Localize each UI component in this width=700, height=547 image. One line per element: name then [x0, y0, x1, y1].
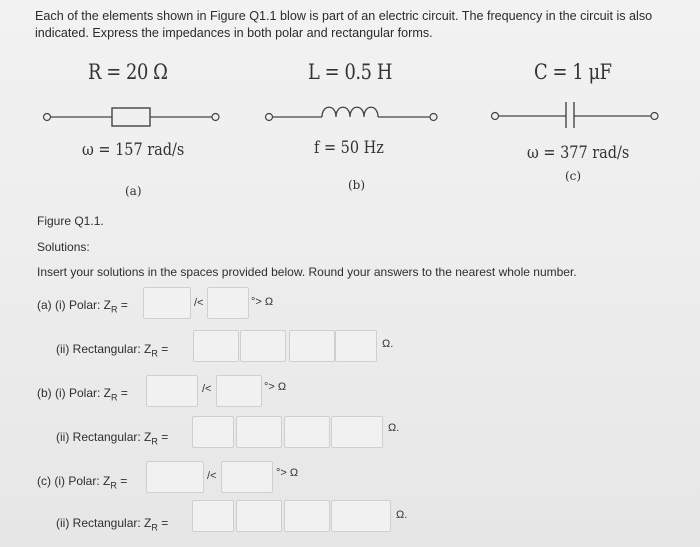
c-rect-sign-input[interactable] [236, 500, 282, 532]
solutions-heading: Solutions: [37, 240, 90, 254]
a-polar-angle-input[interactable] [207, 287, 249, 319]
c-rect-imag-input[interactable] [284, 500, 330, 532]
c-rect-label: (ii) Rectangular: $Z_R$ = [56, 516, 169, 533]
inductor-value: L = 0.5 H [308, 60, 392, 84]
b-polar-magnitude-input[interactable] [146, 375, 198, 407]
c-polar-magnitude-input[interactable] [146, 461, 204, 493]
ohm-end: Ω. [388, 422, 400, 434]
c-rect-extra-input[interactable] [331, 500, 391, 532]
b-rect-real-input[interactable] [192, 416, 234, 448]
a-rect-label: (ii) Rectangular: $Z_R$ = [56, 342, 169, 359]
label-a: (a) [125, 184, 142, 198]
angle-separator: /< [202, 383, 212, 395]
angle-unit: °> Ω [276, 467, 299, 479]
figure-caption: Figure Q1.1. [37, 214, 104, 228]
a-rect-extra-input[interactable] [335, 330, 377, 362]
b-rect-imag-input[interactable] [284, 416, 330, 448]
b-rect-extra-input[interactable] [331, 416, 383, 448]
resistor-symbol-icon [40, 104, 230, 130]
c-polar-label: (c) (i) Polar: $Z_R$ = [37, 474, 128, 491]
freq-c: ω = 377 rad/s [527, 143, 630, 163]
question-text: Each of the elements shown in Figure Q1.1 blow is part of an electric circuit. The frequency in the circuit is also indicated. Express the impedances in both polar and rectangular forms. [35, 9, 653, 40]
angle-separator: /< [194, 297, 204, 309]
inductor-symbol-icon [262, 100, 447, 130]
a-polar-label: (a) (i) Polar: $Z_R$ = [37, 298, 128, 315]
b-rect-sign-input[interactable] [236, 416, 282, 448]
instructions: Insert your solutions in the spaces provided below. Round your answers to the nearest whole number. [37, 265, 577, 279]
freq-b: f = 50 Hz [314, 138, 384, 158]
ohm-end: Ω. [382, 338, 394, 350]
freq-a: ω = 157 rad/s [82, 140, 185, 160]
resistor-value: R = 20 Ω [88, 60, 168, 84]
a-polar-magnitude-input[interactable] [143, 287, 191, 319]
angle-unit: °> Ω [251, 296, 274, 308]
b-polar-angle-input[interactable] [216, 375, 262, 407]
angle-separator: /< [207, 470, 217, 482]
capacitor-value: C = 1 μF [534, 60, 612, 84]
a-rect-sign-input[interactable] [240, 330, 286, 362]
capacitor-symbol-icon [488, 98, 668, 130]
label-c: (c) [565, 169, 582, 183]
a-rect-imag-input[interactable] [289, 330, 335, 362]
c-rect-real-input[interactable] [192, 500, 234, 532]
label-b: (b) [348, 178, 366, 192]
c-polar-angle-input[interactable] [221, 461, 273, 493]
ohm-end: Ω. [396, 509, 408, 521]
angle-unit: °> Ω [264, 381, 287, 393]
a-rect-real-input[interactable] [193, 330, 239, 362]
b-polar-label: (b) (i) Polar: $Z_R$ = [37, 386, 128, 403]
b-rect-label: (ii) Rectangular: $Z_R$ = [56, 430, 169, 447]
